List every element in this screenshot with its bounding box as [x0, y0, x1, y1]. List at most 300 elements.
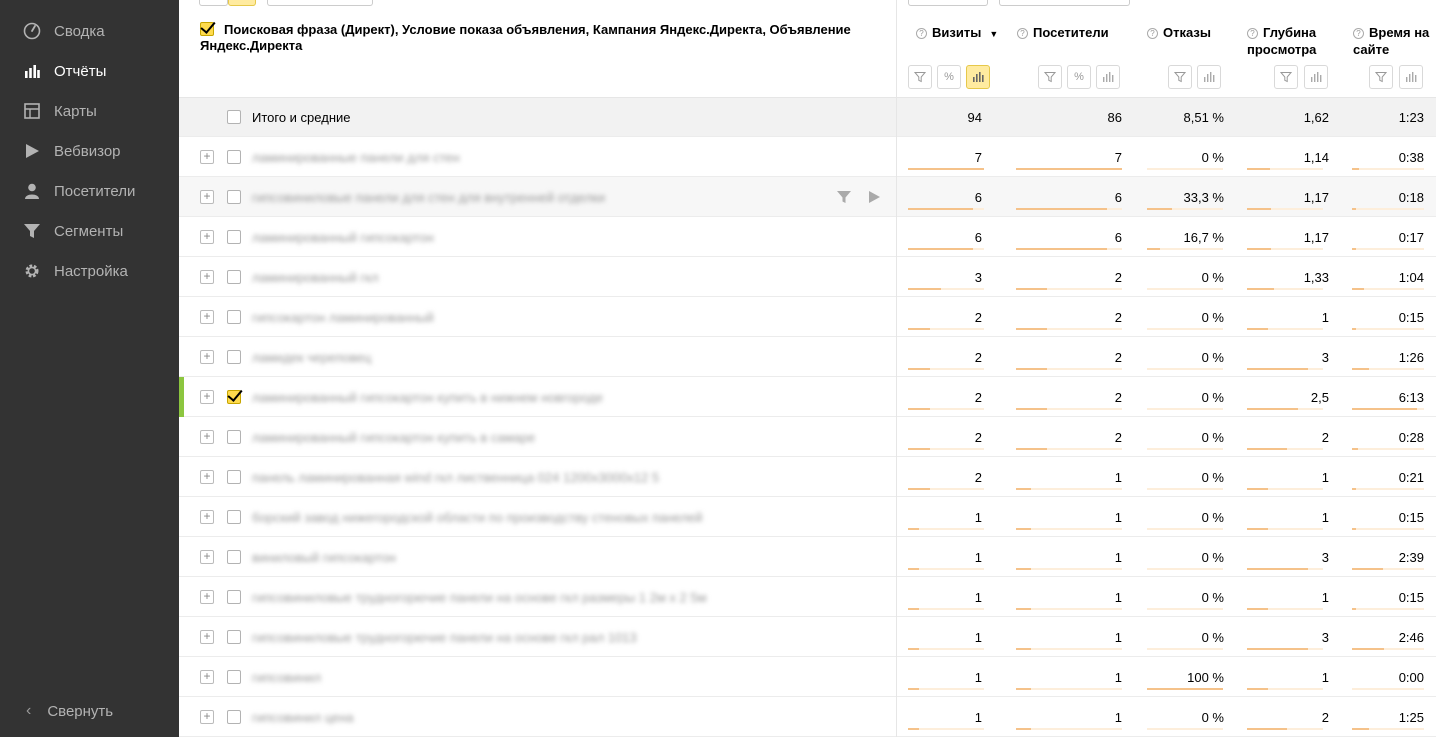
bar-track-bounce-rate	[1147, 368, 1223, 370]
cell-visits: 1	[974, 630, 982, 645]
bar-visitors	[1016, 168, 1122, 170]
nav-label: Настройка	[54, 262, 128, 280]
cell-depth: 3	[1321, 550, 1329, 565]
bar-track-time-on-site	[1352, 448, 1424, 450]
nav-item-visitors[interactable]	[0, 171, 179, 211]
row-label: Итого и средние	[252, 110, 351, 125]
cell-visitors: 6	[1114, 190, 1122, 205]
bar-track-depth	[1247, 288, 1323, 290]
cell-depth: 1	[1321, 670, 1329, 685]
cell-visits: 2	[974, 350, 982, 365]
table-row[interactable]	[179, 217, 1436, 257]
table-row[interactable]	[179, 457, 1436, 497]
cell-bounce-rate: 0 %	[1201, 430, 1224, 445]
expand-row-button[interactable]: +	[200, 510, 214, 524]
row-checkbox[interactable]	[227, 310, 241, 324]
bar-track-visits	[908, 648, 984, 650]
bar-track-visitors	[1016, 448, 1122, 450]
bar-track-bounce-rate	[1147, 488, 1223, 490]
chart-toggle-button[interactable]	[1399, 65, 1423, 89]
bar-chart-icon	[1203, 71, 1215, 83]
cell-visitors: 7	[1114, 150, 1122, 165]
metric-header-visits[interactable]: ? Визиты ▼	[916, 24, 998, 43]
bar-track-bounce-rate	[1147, 528, 1223, 530]
bar-time-on-site	[1352, 448, 1358, 450]
cell-depth: 2	[1321, 710, 1329, 725]
row-checkbox[interactable]	[227, 150, 241, 164]
bar-time-on-site	[1352, 608, 1356, 610]
bar-track-visits	[908, 728, 984, 730]
bar-track-visits	[908, 688, 984, 690]
row-checkbox[interactable]	[227, 190, 241, 204]
expand-row-button[interactable]: +	[200, 190, 214, 204]
bar-track-depth	[1247, 528, 1323, 530]
gauge-icon	[23, 22, 41, 40]
row-label: борский завод нижегородской области по производству стеновых панелей	[252, 510, 703, 525]
bar-visits	[908, 568, 919, 570]
bar-chart-icon	[1310, 71, 1322, 83]
cell-time-on-site: 0:15	[1398, 590, 1424, 605]
expand-row-button[interactable]: +	[200, 630, 214, 644]
table-row[interactable]	[179, 577, 1436, 617]
bar-time-on-site	[1352, 488, 1356, 490]
bar-visits	[908, 488, 930, 490]
cell-time-on-site: 1:04	[1398, 270, 1424, 285]
bar-track-visitors	[1016, 168, 1122, 170]
bar-chart-icon	[23, 62, 41, 80]
bar-track-depth	[1247, 728, 1323, 730]
row-checkbox[interactable]	[227, 430, 241, 444]
bar-depth	[1247, 488, 1268, 490]
bar-visitors	[1016, 488, 1031, 490]
funnel-icon	[1375, 71, 1387, 83]
help-icon[interactable]: ?	[1147, 28, 1158, 39]
bar-visits	[908, 408, 930, 410]
cell-depth: 1,62	[1303, 110, 1329, 125]
nav-label: Отчёты	[54, 62, 107, 80]
cell-time-on-site: 0:28	[1398, 430, 1424, 445]
table-header	[179, 0, 1436, 98]
cell-visits: 6	[974, 230, 982, 245]
table-row[interactable]	[179, 177, 1436, 217]
cell-depth: 2,5	[1310, 390, 1329, 405]
row-checkbox[interactable]	[227, 630, 241, 644]
funnel-icon	[23, 222, 41, 240]
cell-visits: 7	[974, 150, 982, 165]
filter-button[interactable]	[1274, 65, 1298, 89]
bar-time-on-site	[1352, 568, 1383, 570]
bar-track-visits	[908, 248, 984, 250]
metric-header-time[interactable]: ? Время на сайте	[1353, 25, 1430, 57]
metric-header-bounce[interactable]: ? Отказы	[1147, 24, 1211, 41]
bar-track-visitors	[1016, 688, 1122, 690]
bar-track-visitors	[1016, 248, 1122, 250]
bar-depth	[1247, 168, 1270, 170]
cell-visits: 1	[974, 510, 982, 525]
cell-time-on-site: 2:46	[1398, 630, 1424, 645]
cell-bounce-rate: 0 %	[1201, 350, 1224, 365]
nav-item-settings[interactable]	[0, 251, 179, 291]
cell-depth: 1	[1321, 470, 1329, 485]
chart-toggle-button[interactable]	[1096, 65, 1120, 89]
bar-visits	[908, 368, 930, 370]
table-row[interactable]	[179, 657, 1436, 697]
row-label: виниловый гипсокартон	[252, 550, 396, 565]
expand-row-button[interactable]: +	[200, 150, 214, 164]
bar-visitors	[1016, 248, 1107, 250]
cell-depth: 1	[1321, 510, 1329, 525]
cell-visitors: 2	[1114, 310, 1122, 325]
bar-visits	[908, 528, 919, 530]
bar-time-on-site	[1352, 368, 1369, 370]
cell-depth: 1,14	[1303, 150, 1329, 165]
row-checkbox[interactable]	[227, 390, 241, 404]
toolbar-tab[interactable]	[199, 0, 228, 6]
bar-track-depth	[1247, 208, 1323, 210]
row-checkbox[interactable]	[227, 670, 241, 684]
bar-visitors	[1016, 288, 1047, 290]
bar-track-visits	[908, 368, 984, 370]
cell-time-on-site: 0:15	[1398, 510, 1424, 525]
bar-bounce-rate	[1147, 248, 1160, 250]
bar-track-bounce-rate	[1147, 288, 1223, 290]
bar-track-bounce-rate	[1147, 648, 1223, 650]
row-label: гипсовиниловые трудногорючие панели на основе гкл размеры 1 2м х 2 5м	[252, 590, 707, 605]
metric-header-visitors[interactable]: ? Посетители	[1017, 24, 1109, 41]
cell-bounce-rate: 0 %	[1201, 630, 1224, 645]
bar-visits	[908, 688, 919, 690]
expand-row-button[interactable]: +	[200, 710, 214, 724]
filter-button[interactable]	[1369, 65, 1393, 89]
bar-track-time-on-site	[1352, 408, 1424, 410]
bar-track-depth	[1247, 328, 1323, 330]
expand-row-button[interactable]: +	[200, 270, 214, 284]
row-checkbox[interactable]	[227, 550, 241, 564]
cell-visits: 2	[974, 470, 982, 485]
cell-bounce-rate: 16,7 %	[1183, 230, 1224, 245]
bar-depth	[1247, 288, 1274, 290]
chevron-left-icon: ‹	[26, 702, 32, 719]
cell-visits: 2	[974, 310, 982, 325]
row-checkbox[interactable]	[227, 590, 241, 604]
bar-track-visits	[908, 288, 984, 290]
chart-toggle-button[interactable]	[966, 65, 990, 89]
bar-track-time-on-site	[1352, 208, 1424, 210]
help-icon[interactable]: ?	[1017, 28, 1028, 39]
bar-track-depth	[1247, 648, 1323, 650]
row-label: ламинированный гкл	[252, 270, 379, 285]
row-label: гипсовинил	[252, 670, 322, 685]
nav-label: Сводка	[54, 22, 105, 40]
bar-visits	[908, 728, 919, 730]
expand-row-button[interactable]: +	[200, 590, 214, 604]
bar-track-visits	[908, 408, 984, 410]
cell-visitors: 2	[1114, 430, 1122, 445]
chart-toggle-button[interactable]	[1304, 65, 1328, 89]
bar-visitors	[1016, 328, 1047, 330]
percent-icon: %	[944, 71, 954, 83]
cell-time-on-site: 0:18	[1398, 190, 1424, 205]
bar-track-time-on-site	[1352, 648, 1424, 650]
cell-bounce-rate: 0 %	[1201, 550, 1224, 565]
collapse-label: Свернуть	[47, 702, 114, 720]
row-checkbox[interactable]	[227, 710, 241, 724]
help-icon[interactable]: ?	[916, 28, 927, 39]
cell-bounce-rate: 0 %	[1201, 710, 1224, 725]
row-checkbox[interactable]	[227, 230, 241, 244]
bar-track-time-on-site	[1352, 608, 1424, 610]
table-row[interactable]	[179, 537, 1436, 577]
help-icon[interactable]: ?	[1353, 28, 1364, 39]
row-play-icon[interactable]	[866, 189, 882, 208]
table-row[interactable]	[179, 617, 1436, 657]
cell-depth: 1	[1321, 590, 1329, 605]
bar-visitors	[1016, 728, 1031, 730]
bar-track-visitors	[1016, 288, 1122, 290]
bar-depth	[1247, 328, 1268, 330]
bar-track-visits	[908, 328, 984, 330]
bar-track-bounce-rate	[1147, 208, 1223, 210]
table-row[interactable]	[179, 337, 1436, 377]
bar-track-bounce-rate	[1147, 728, 1223, 730]
bar-time-on-site	[1352, 168, 1359, 170]
nav-item-reports[interactable]	[0, 51, 179, 91]
cell-visits: 2	[974, 390, 982, 405]
table-row[interactable]	[179, 297, 1436, 337]
expand-row-button[interactable]: +	[200, 670, 214, 684]
expand-row-button[interactable]: +	[200, 230, 214, 244]
bar-visits	[908, 208, 973, 210]
bar-depth	[1247, 448, 1287, 450]
bar-track-bounce-rate	[1147, 408, 1223, 410]
bar-bounce-rate	[1147, 208, 1172, 210]
bar-track-bounce-rate	[1147, 448, 1223, 450]
table-row[interactable]	[179, 697, 1436, 737]
bar-depth	[1247, 568, 1308, 570]
nav-label: Карты	[54, 102, 97, 120]
row-filter-icon[interactable]	[836, 189, 852, 208]
row-label: ламинированные панели для стен	[252, 150, 460, 165]
cell-visits: 2	[974, 430, 982, 445]
toolbar-button[interactable]	[999, 0, 1130, 6]
toolbar-button[interactable]	[908, 0, 988, 6]
bar-track-time-on-site	[1352, 248, 1424, 250]
metric-header-depth[interactable]: ? Глубина просмотра	[1247, 25, 1317, 57]
toolbar-tab-active[interactable]	[228, 0, 256, 6]
cell-visits: 1	[974, 590, 982, 605]
bar-track-bounce-rate	[1147, 328, 1223, 330]
row-checkbox[interactable]	[227, 110, 241, 124]
bar-track-visitors	[1016, 488, 1122, 490]
cell-time-on-site: 0:15	[1398, 310, 1424, 325]
expand-row-button[interactable]: +	[200, 470, 214, 484]
percent-button[interactable]	[1067, 65, 1091, 89]
cell-time-on-site: 0:21	[1398, 470, 1424, 485]
bar-track-depth	[1247, 248, 1323, 250]
cell-visitors: 1	[1114, 550, 1122, 565]
filter-button[interactable]	[1038, 65, 1062, 89]
bar-track-visits	[908, 208, 984, 210]
row-checkbox[interactable]	[227, 270, 241, 284]
bar-visitors	[1016, 688, 1031, 690]
sort-desc-icon: ▼	[989, 29, 999, 39]
cell-visitors: 2	[1114, 350, 1122, 365]
bar-track-bounce-rate	[1147, 608, 1223, 610]
cell-visits: 6	[974, 190, 982, 205]
nav-item-webvisor[interactable]	[0, 131, 179, 171]
cell-depth: 1,17	[1303, 190, 1329, 205]
bar-track-depth	[1247, 688, 1323, 690]
bar-track-time-on-site	[1352, 728, 1424, 730]
nav-item-maps[interactable]	[0, 91, 179, 131]
bar-track-time-on-site	[1352, 368, 1424, 370]
cell-visitors: 6	[1114, 230, 1122, 245]
cell-bounce-rate: 100 %	[1187, 670, 1224, 685]
toolbar-button[interactable]	[267, 0, 373, 6]
bar-track-time-on-site	[1352, 488, 1424, 490]
cell-time-on-site: 0:17	[1398, 230, 1424, 245]
nav-label: Посетители	[54, 182, 136, 200]
row-label: гипсовинил цена	[252, 710, 354, 725]
bar-visitors	[1016, 408, 1047, 410]
funnel-icon	[1174, 71, 1186, 83]
row-label: гипсокартон ламинированный	[252, 310, 434, 325]
chart-toggle-button[interactable]	[1197, 65, 1221, 89]
funnel-icon	[1280, 71, 1292, 83]
nav-label: Сегменты	[54, 222, 124, 240]
bar-track-visits	[908, 488, 984, 490]
bar-time-on-site	[1352, 528, 1356, 530]
cell-depth: 3	[1321, 350, 1329, 365]
cell-visitors: 1	[1114, 470, 1122, 485]
bar-visitors	[1016, 528, 1031, 530]
bar-time-on-site	[1352, 728, 1369, 730]
bar-bounce-rate	[1147, 688, 1223, 690]
bar-track-visitors	[1016, 328, 1122, 330]
bar-track-bounce-rate	[1147, 688, 1223, 690]
cell-depth: 2	[1321, 430, 1329, 445]
bar-depth	[1247, 368, 1308, 370]
funnel-icon	[914, 71, 926, 83]
bar-track-bounce-rate	[1147, 568, 1223, 570]
expand-row-button[interactable]: +	[200, 350, 214, 364]
cell-visitors: 1	[1114, 630, 1122, 645]
table-row[interactable]	[179, 377, 1436, 417]
bar-depth	[1247, 528, 1268, 530]
bar-track-time-on-site	[1352, 288, 1424, 290]
cell-visits: 94	[967, 110, 982, 125]
cell-visits: 1	[974, 670, 982, 685]
cell-visits: 1	[974, 550, 982, 565]
map-icon	[23, 102, 41, 120]
bar-track-depth	[1247, 368, 1323, 370]
help-icon[interactable]: ?	[1247, 28, 1258, 39]
row-checkbox[interactable]	[227, 350, 241, 364]
cell-bounce-rate: 0 %	[1201, 310, 1224, 325]
bar-track-visitors	[1016, 728, 1122, 730]
table-row[interactable]	[179, 497, 1436, 537]
expand-row-button[interactable]: +	[200, 430, 214, 444]
bar-track-visitors	[1016, 608, 1122, 610]
cell-bounce-rate: 0 %	[1201, 270, 1224, 285]
row-label: ламинированный гипсокартон купить в нижнем новгороде	[252, 390, 603, 405]
row-checkbox[interactable]	[227, 510, 241, 524]
total-row[interactable]	[179, 98, 1436, 137]
expand-row-button[interactable]: +	[200, 390, 214, 404]
row-label: гипсовиниловые панели для стен для внутренней отделки	[252, 190, 606, 205]
bar-depth	[1247, 728, 1287, 730]
cell-bounce-rate: 0 %	[1201, 390, 1224, 405]
table-row[interactable]	[179, 137, 1436, 177]
nav-item-summary[interactable]	[0, 11, 179, 51]
bar-depth	[1247, 608, 1268, 610]
expand-row-button[interactable]: +	[200, 310, 214, 324]
dimension-checkbox[interactable]	[200, 22, 214, 36]
bar-time-on-site	[1352, 288, 1364, 290]
cell-bounce-rate: 0 %	[1201, 590, 1224, 605]
expand-row-button[interactable]: +	[200, 550, 214, 564]
bar-track-visitors	[1016, 368, 1122, 370]
filter-button[interactable]	[908, 65, 932, 89]
bar-visitors	[1016, 568, 1031, 570]
percent-icon: %	[1074, 71, 1084, 83]
column-separator	[896, 0, 897, 737]
bar-time-on-site	[1352, 248, 1356, 250]
bar-depth	[1247, 408, 1298, 410]
bar-visitors	[1016, 208, 1107, 210]
cell-visitors: 2	[1114, 270, 1122, 285]
bar-visits	[908, 288, 941, 290]
cell-bounce-rate: 0 %	[1201, 150, 1224, 165]
bar-track-visits	[908, 568, 984, 570]
cell-time-on-site: 2:39	[1398, 550, 1424, 565]
bar-track-visitors	[1016, 408, 1122, 410]
table-row[interactable]	[179, 417, 1436, 457]
cell-bounce-rate: 8,51 %	[1183, 110, 1224, 125]
bar-visits	[908, 608, 919, 610]
bar-track-visits	[908, 168, 984, 170]
bar-depth	[1247, 648, 1308, 650]
bar-track-time-on-site	[1352, 328, 1424, 330]
bar-track-visits	[908, 448, 984, 450]
sidebar	[0, 0, 179, 737]
row-checkbox[interactable]	[227, 470, 241, 484]
cell-visitors: 2	[1114, 390, 1122, 405]
collapse-sidebar-button[interactable]	[0, 691, 179, 731]
bar-track-visitors	[1016, 528, 1122, 530]
cell-visits: 1	[974, 710, 982, 725]
cell-visitors: 1	[1114, 670, 1122, 685]
bar-track-time-on-site	[1352, 528, 1424, 530]
row-label: ламинированный гипсокартон	[252, 230, 434, 245]
bar-track-time-on-site	[1352, 568, 1424, 570]
bar-track-bounce-rate	[1147, 248, 1223, 250]
bar-chart-icon	[1102, 71, 1114, 83]
bar-track-depth	[1247, 488, 1323, 490]
nav-item-segments[interactable]	[0, 211, 179, 251]
bar-visitors	[1016, 608, 1031, 610]
cell-time-on-site: 1:26	[1398, 350, 1424, 365]
bar-visitors	[1016, 368, 1047, 370]
dimension-title: Поисковая фраза (Директ), Условие показа объявления, Кампания Яндекс.Директа, Объявление Яндекс.Директа	[200, 22, 851, 53]
row-label: гипсовиниловые трудногорючие панели на основе гкл рал 1013	[252, 630, 637, 645]
filter-button[interactable]	[1168, 65, 1192, 89]
cell-time-on-site: 0:38	[1398, 150, 1424, 165]
table-row[interactable]	[179, 257, 1436, 297]
cell-visitors: 1	[1114, 590, 1122, 605]
bar-track-depth	[1247, 568, 1323, 570]
percent-button[interactable]	[937, 65, 961, 89]
